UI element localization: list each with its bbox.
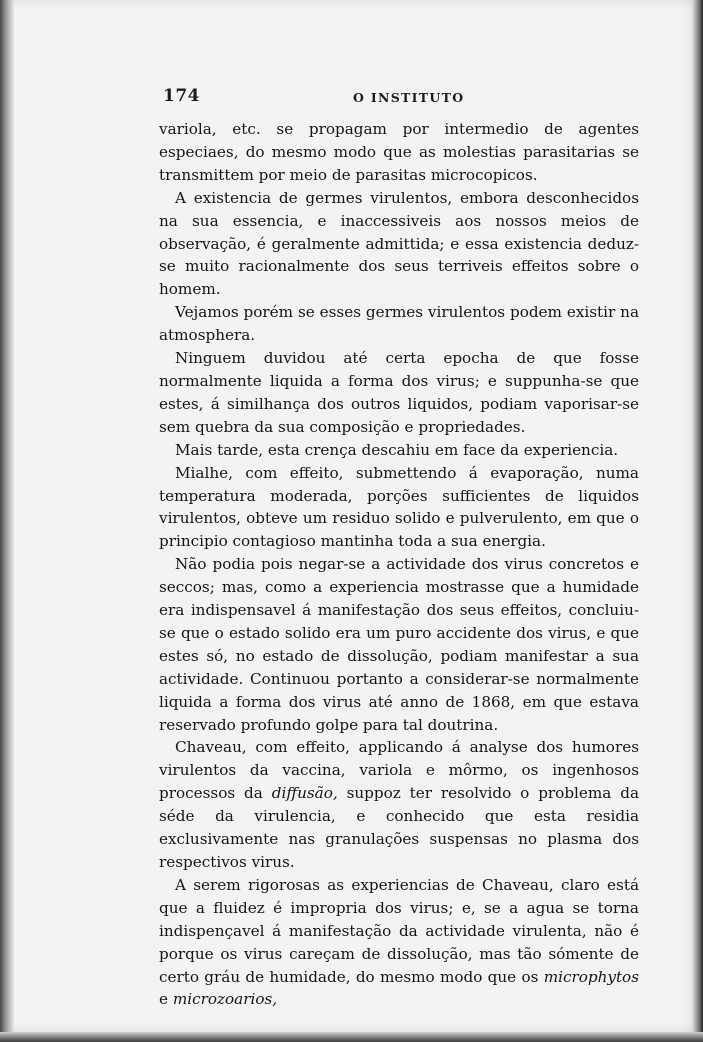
paragraph: variola, etc. se propagam por intermedio de agentes especiaes, do mesmo modo que as molestias parasitarias se transmittem por meio de parasitas microcopicos. [159, 120, 639, 184]
page-header [163, 86, 637, 112]
text-run: A serem rigorosas as experiencias de Chaveau, claro está que a fluidez é impropria dos virus; e, se a agua se torna indispençavel á manifestação da actividade virulenta, não é porque os virus careçam de dissolução, mas tão sómente de certo gráu de humidade, do mesmo modo que os [159, 875, 639, 986]
paragraph: Vejamos porém se esses germes virulentos podem existir na atmosphera. [159, 303, 639, 345]
italic-term: diffusão, [271, 784, 338, 803]
paragraph: Ninguem duvidou até certa epocha de que fosse normalmente liquida a forma dos virus; e suppunha-se que estes, á similhança dos outros liquidos, podiam vaporisar-se sem quebra da sua composição e propriedades. [159, 349, 639, 436]
page-number: 174 [163, 86, 200, 106]
body-text [159, 118, 639, 1011]
page-right-edge [692, 0, 703, 1042]
paragraph: Mialhe, com effeito, submettendo á evaporação, numa temperatura moderada, porções sufficientes de liquidos virulentos, obteve um residuo solido e pulverulento, em que o principio contagioso mantinha toda a sua energia. [159, 463, 639, 551]
italic-term: microphytos [543, 967, 639, 986]
text-run: suppoz ter resolvido o problema da séde da virulencia, e conhecido que esta residia exclusivamente nas granulações suspensas no plasma dos respectivos virus. [159, 784, 640, 871]
paragraph: A existencia de germes virulentos, embora desconhecidos na sua essencia, e inaccessiveis aos nossos meios de observação, é geralmente admittida; e essa existencia deduz-se muito racionalmente dos seus terriveis effeitos sobre o homem. [159, 188, 639, 299]
text-run: e [159, 990, 168, 1009]
book-spine-shadow [0, 0, 14, 1042]
running-title: O INSTITUTO [353, 90, 465, 105]
paragraph: Não podia pois negar-se a actividade dos virus concretos e seccos; mas, como a experiencia mostrasse que a humidade era indispensavel á manifestação dos seus effeitos, concluiu-se que o estado solido era um puro accidente dos virus, e que estes só, no estado de dissolução, podiam manifestar a sua actividade. Continuou portanto a considerar-se normalmente liquida a forma dos virus até anno de 1868, em que estava reservado profundo golpe para tal doutrina. [159, 555, 639, 734]
paragraph [159, 736, 639, 873]
italic-term: microzoarios, [172, 990, 278, 1009]
page-bottom-edge [0, 1032, 703, 1042]
text-run: Chaveau, com effeito, applicando á analyse dos humores virulentos da vaccina, variola e môrmo, os ingenhosos processos da [159, 738, 639, 803]
paragraph [159, 874, 639, 1011]
paragraph: Mais tarde, esta crença descahiu em face da experiencia. [175, 440, 619, 459]
